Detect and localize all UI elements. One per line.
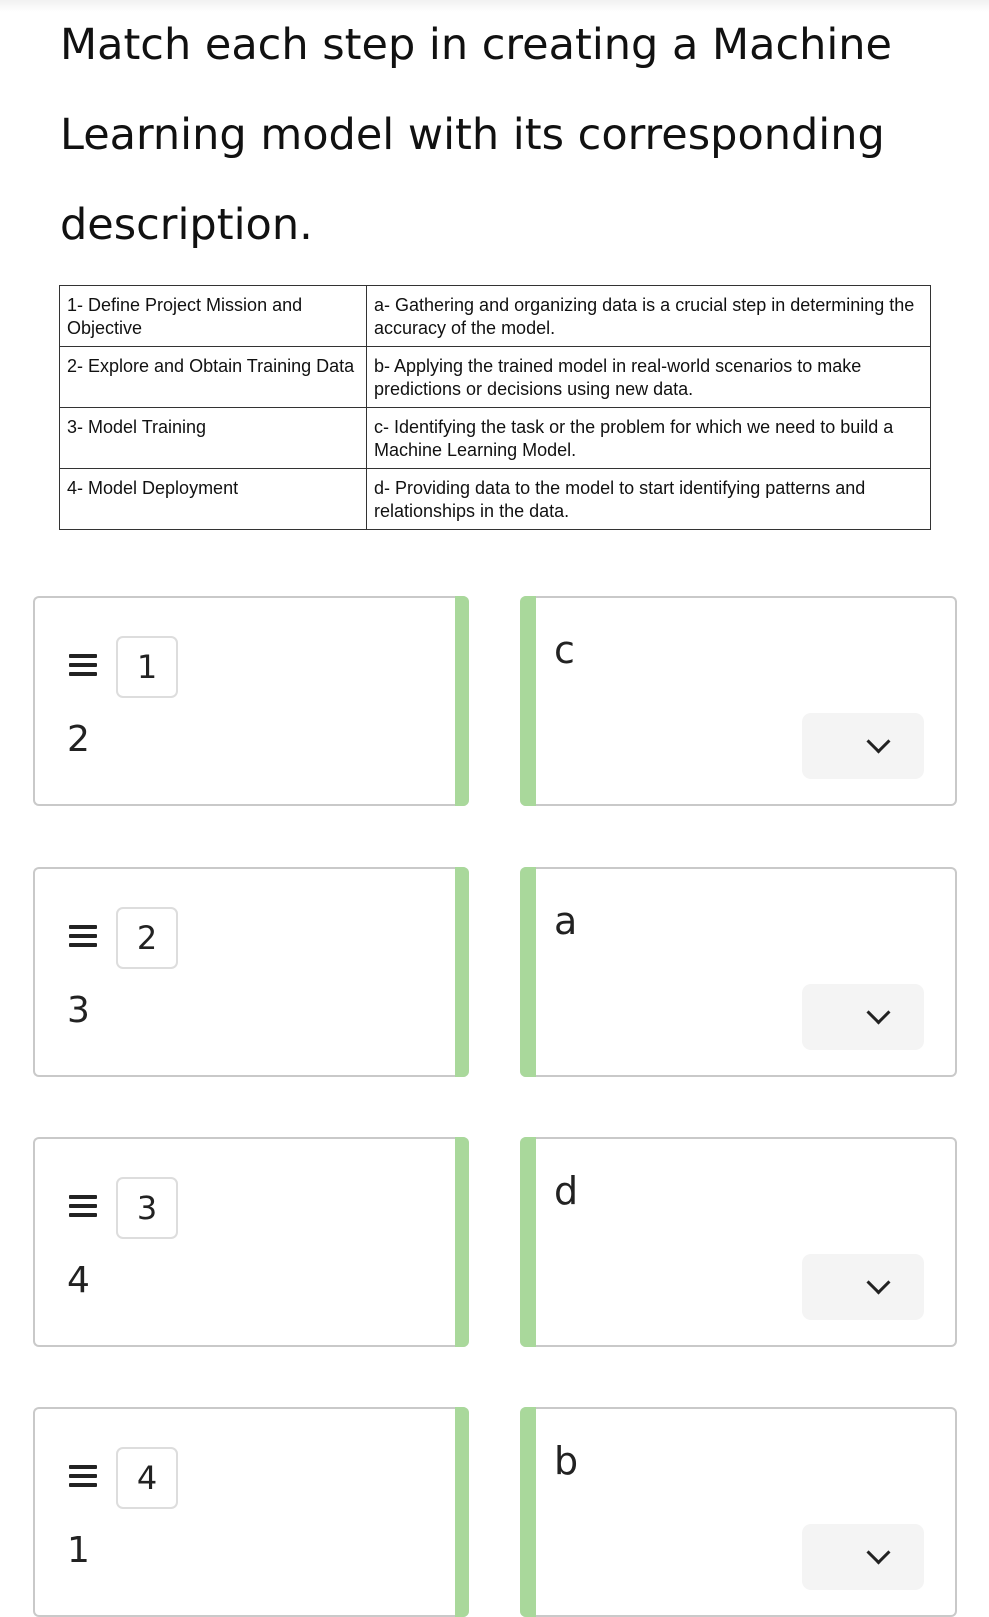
- item-value: 1: [67, 1530, 90, 1571]
- step-cell: 4- Model Deployment: [60, 469, 367, 530]
- chevron-down-icon: [866, 729, 890, 753]
- answer-card: [520, 1137, 957, 1347]
- description-cell: c- Identifying the task or the problem for which we need to build a Machine Learning Model.: [367, 408, 931, 469]
- order-number-badge: 3: [116, 1177, 178, 1239]
- matching-reference-table: [59, 285, 931, 530]
- description-cell: b- Applying the trained model in real-world scenarios to make predictions or decisions using new data.: [367, 347, 931, 408]
- table-row: [60, 469, 931, 530]
- answer-dropdown[interactable]: [802, 1524, 924, 1590]
- table-row: [60, 286, 931, 347]
- order-number-badge: 2: [116, 907, 178, 969]
- draggable-item-card[interactable]: [33, 596, 469, 806]
- chevron-down-icon: [866, 1540, 890, 1564]
- match-pair: [0, 1137, 989, 1347]
- match-pair: [0, 596, 989, 806]
- answer-letter: d: [554, 1169, 579, 1213]
- answer-letter: c: [554, 628, 575, 672]
- answer-letter: a: [554, 899, 578, 943]
- description-cell: d- Providing data to the model to start identifying patterns and relationships in the data.: [367, 469, 931, 530]
- answer-card: [520, 1407, 957, 1617]
- drag-handle-icon[interactable]: [69, 925, 97, 949]
- item-value: 2: [67, 719, 90, 760]
- draggable-item-card[interactable]: [33, 1137, 469, 1347]
- drag-handle-icon[interactable]: [69, 654, 97, 678]
- table-row: [60, 408, 931, 469]
- chevron-down-icon: [866, 1270, 890, 1294]
- description-cell: a- Gathering and organizing data is a crucial step in determining the accuracy of the model.: [367, 286, 931, 347]
- match-pair: [0, 867, 989, 1077]
- answer-dropdown[interactable]: [802, 713, 924, 779]
- answer-dropdown[interactable]: [802, 984, 924, 1050]
- answer-card: [520, 596, 957, 806]
- drag-handle-icon[interactable]: [69, 1195, 97, 1219]
- order-number-badge: 4: [116, 1447, 178, 1509]
- step-cell: 3- Model Training: [60, 408, 367, 469]
- answer-letter: b: [554, 1439, 579, 1483]
- order-number-badge: 1: [116, 636, 178, 698]
- match-pair: [0, 1407, 989, 1617]
- answer-dropdown[interactable]: [802, 1254, 924, 1320]
- step-cell: 1- Define Project Mission and Objective: [60, 286, 367, 347]
- answer-card: [520, 867, 957, 1077]
- question-title: Match each step in creating a Machine Learning model with its corresponding description.: [60, 20, 893, 250]
- draggable-item-card[interactable]: [33, 1407, 469, 1617]
- table-row: [60, 347, 931, 408]
- drag-handle-icon[interactable]: [69, 1465, 97, 1489]
- step-cell: 2- Explore and Obtain Training Data: [60, 347, 367, 408]
- draggable-item-card[interactable]: [33, 867, 469, 1077]
- item-value: 4: [67, 1260, 90, 1301]
- item-value: 3: [67, 990, 90, 1031]
- chevron-down-icon: [866, 1000, 890, 1024]
